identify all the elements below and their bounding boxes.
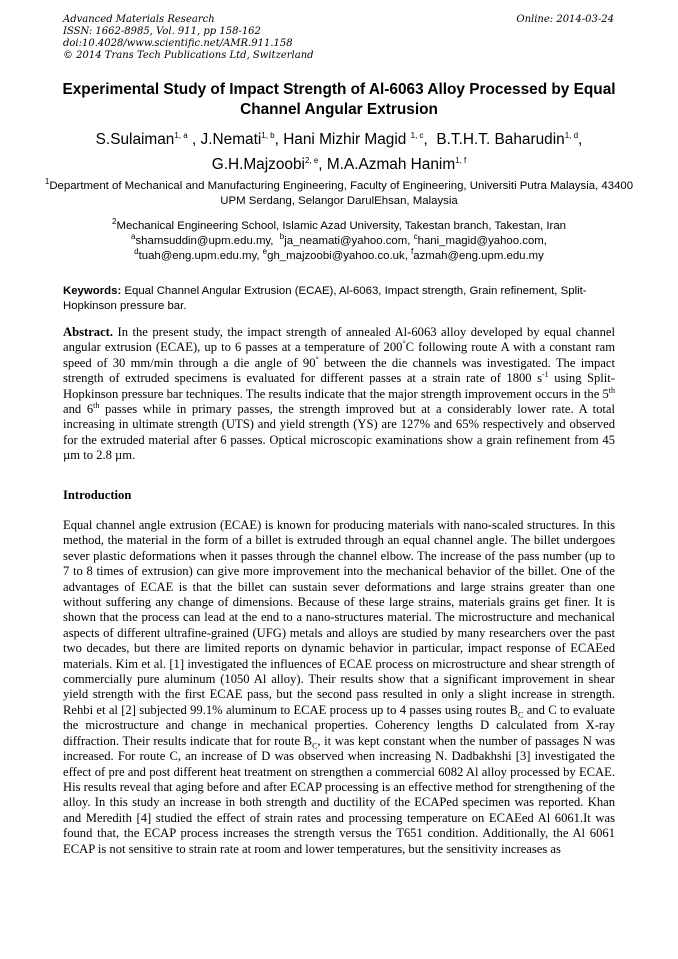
author-name: B.T.H.T. Baharudin: [436, 131, 565, 148]
email-mark: e: [262, 247, 268, 257]
affiliation-text: Department of Mechanical and Manufacturing Engineering, Faculty of Engineering, Universiti Putra Malaysia, 43400 UPM Serdang, Selangor DarulEhsan, Malaysia: [49, 180, 634, 207]
intro-text: Equal channel angle extrusion (ECAE) is known for producing materials with nano-scaled structures. In this method, the material in the form of a billet is extruded through an equal channel angle. The billet undergoes sever plastic deformations when it passes through the channel elbow. The increase of the pass number (up to 7 to 8 times of extrusion) can give more improvement into the mechanical behavior of the billet. One of the advantages of ECAE is that the billet can sustain sever deformations and large strains greater than one without suffering any change of dimensions. Because of these large strains, materials grains get finer. It is shown that the process can lead at the end to a nano-structures material. The microstructure and mechanical aspects of different ultrafine-grained (UFG) metals and alloys are studied by many researchers over the past two decades, but there are limited reports on dynamic behavior in particular, impact response of ECAEed materials. Kim et al. [1] investigated the influences of ECAE process on microstructure and shear strength of commercially pure aluminum (1050 Al alloy). Their results show that a significant improvement in shear yield strength with the first ECAE pass, but the second pass resulted in only a slight increase in strength. Rehbi et al [2] subjected 99.1% aluminum to ECAE process up to 4 passes using routes B: [63, 518, 615, 717]
keywords-block: [63, 284, 615, 314]
abstract-block: [63, 325, 615, 464]
keywords-text: Equal Channel Angular Extrusion (ECAE), Al-6063, Impact strength, Grain refinement, Split-Hopkinson pressure bar.: [63, 285, 587, 312]
ordinal-mark: th: [93, 400, 100, 410]
email-link[interactable]: tuah@eng.upm.edu.my: [138, 250, 257, 262]
abstract-text: C following route A with a constant ram speed of 30 mm/min through a die angle of 90: [63, 340, 615, 370]
author-name: S.Sulaiman: [95, 131, 175, 148]
email-mark: f: [411, 247, 414, 257]
affiliation-number: 1: [44, 177, 50, 187]
email-link[interactable]: gh_majzoobi@yahoo.co.uk: [267, 250, 405, 262]
affiliation-text: Mechanical Engineering School, Islamic Azad University, Takestan branch, Takestan, Iran: [116, 220, 566, 232]
author-name: G.H.Majzoobi: [211, 156, 305, 173]
journal-issn: ISSN: 1662-8985, Vol. 911, pp 158-162: [63, 26, 261, 37]
affiliation-1: [40, 179, 638, 209]
author-affiliation-mark: 1, f: [455, 155, 467, 165]
abstract-label: Abstract.: [63, 325, 114, 339]
abstract-text: using Split-Hopkinson pressure bar techniques. The results indicate that the major strength improvement occurs in the 5: [63, 371, 615, 401]
author-name: M.A.Azmah Hanim: [326, 156, 456, 173]
abstract-text: In the present study, the impact strength of annealed Al-6063 alloy developed by equal channel angular extrusion (ECAE), up to 6 passes at a temperature of 200: [63, 325, 615, 355]
email-mark: c: [413, 232, 418, 242]
affiliation-number: 2: [112, 217, 117, 227]
degree-mark: °: [315, 354, 319, 364]
subscript-mark: C: [312, 741, 318, 751]
email-line-1: $^a$shamsuddin@upm.edu.my, $^b$ja_neamati@yahoo.com, $^c$hani_magid@yahoo.com,: [131, 232, 547, 247]
email-link[interactable]: ja_neamati@yahoo.com: [284, 235, 408, 247]
author-name: Hani Mizhir Magid: [283, 131, 407, 148]
author-list: S.Sulaiman$^{1, a}$ , J.Nemati$^{1, b}$, Hani Mizhir Magid $^{1, c}$, B.T.H.T. Baharudin$^{1, d}$, G.H.Majzoobi$^{2, e}$, M.A.Azmah Hanim$^{1, f}$: [95, 130, 583, 173]
email-link[interactable]: hani_magid@yahoo.com: [417, 235, 544, 247]
author-name: J.Nemati: [200, 131, 262, 148]
author-affiliation-mark: 2, e: [304, 155, 319, 165]
intro-text: and C to evaluate the microstructure and change in mechanical properties. Coherency lengths D calculated from X-ray diffraction. Their results indicate that for route B: [63, 702, 615, 748]
author-affiliation-mark: 1, c: [410, 130, 424, 140]
exponent-mark: -1: [542, 370, 549, 380]
affiliation-2: [40, 219, 638, 264]
journal-doi: doi:10.4028/www.scientific.net/AMR.911.158: [63, 38, 293, 49]
email-mark: a: [131, 232, 136, 242]
email-link[interactable]: azmah@eng.upm.edu.my: [413, 250, 544, 262]
abstract-text: and 6: [63, 402, 94, 417]
paper-title: Experimental Study of Impact Strength of Al-6063 Alloy Processed by Equal Channel Angular Extrusion: [62, 81, 616, 118]
degree-mark: °: [402, 339, 406, 349]
abstract-text: between the die channels was investigated. The impact strength of extruded specimens is evaluated for different passes at a strain rate of 1800 s: [63, 355, 615, 386]
author-affiliation-mark: 1, d: [564, 130, 579, 140]
email-mark: b: [279, 232, 285, 242]
abstract-text: passes while in primary passes, the strength improved but at a considerably lower rate. A total increasing in ultimate strength (UTS) and yield strength (YS) are 127% and 65% respectively and observed for the extruded material after 6 passes. Optical microscopic examinations show a grain refinement from 45 µm to 2.8 µm.: [63, 402, 615, 463]
journal-header: [63, 14, 314, 62]
email-mark: d: [134, 247, 139, 257]
email-line-2: $^d$tuah@eng.upm.edu.my, $^e$gh_majzoobi@yahoo.co.uk, $^f$azmah@eng.upm.edu.my: [134, 247, 544, 262]
email-link[interactable]: shamsuddin@upm.edu.my: [135, 235, 271, 247]
online-date: Online: 2014-03-24: [516, 14, 614, 25]
introduction-body: [63, 518, 615, 857]
intro-text: , it was kept constant when the number of passages N was increased. For route C, an increase of D was observed when increasing N. Dadbakhshi [3] investigated the effect of pre and post different heat treatment on strengthen a commercial 6082 Al alloy processed by ECAE. His results reveal that aging before and after ECAP processing is an effective method for strengthening of the alloy. In this study an increase in both strength and ductility of the ECAPed specimen was reported. Khan and Meredith [4] studied the effect of strain rates and processing temperature on ECAEed Al 6061.It was found that, the ECAP process increases the strength versus the T651 condition. Additionally, the Al 6061 ECAP is not sensitive to strain rate at room and lower temperatures, but the sensitivity increases as: [63, 733, 615, 856]
section-heading-introduction: Introduction: [63, 488, 132, 502]
keywords-label: Keywords:: [63, 285, 122, 297]
ordinal-mark: th: [608, 385, 615, 395]
journal-copyright: © 2014 Trans Tech Publications Ltd, Switzerland: [63, 50, 314, 61]
author-affiliation-mark: 1, a: [174, 130, 188, 140]
journal-name: Advanced Materials Research: [63, 14, 215, 25]
author-affiliation-mark: 1, b: [261, 130, 275, 140]
subscript-mark: C: [518, 710, 524, 720]
